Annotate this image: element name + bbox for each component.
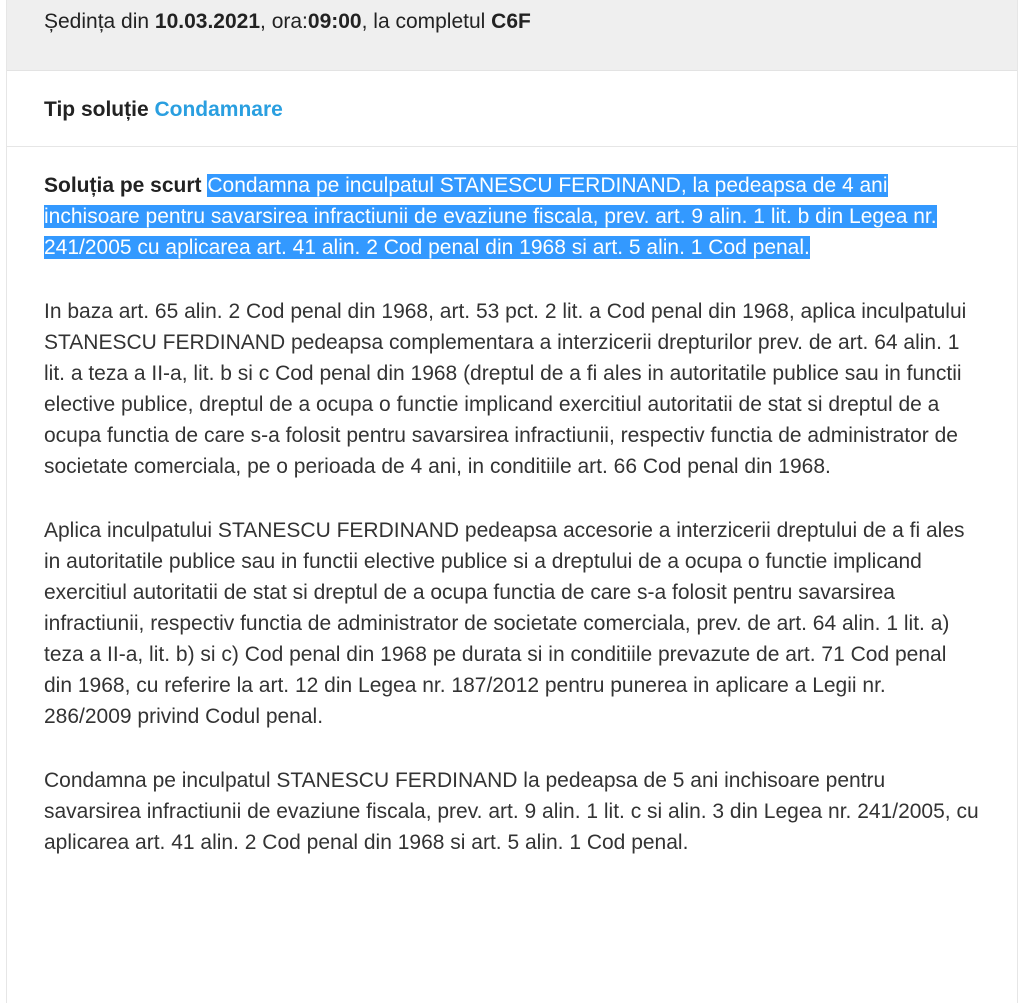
summary-selected-text[interactable]: Condamna pe inculpatul STANESCU FERDINAND, la pedeapsa de 4 ani inchisoare pentru savarsirea infractiunii de evaziune fiscala, prev. art. 9 alin. 1 lit. b din Legea nr. 241/2005 cu aplicarea art. 41 alin. 2 Cod penal din 1968 si art. 5 alin. 1 Cod penal. [44,174,937,259]
solution-paragraph: Aplica inculpatului STANESCU FERDINAND pedeapsa accesorie a interzicerii dreptului de a fi ales in autoritatile publice sau in functii elective publice si a dreptului de a ocupa o functie implicand exercitiul autoritatii de stat si dreptul de a ocupa functia de care s-a folosit pentru savarsirea infractiunii, respectiv functia de administrator de societate comerciala, prev. de art. 64 alin. 1 lit. a) teza a II-a, lit. b) si c) Cod penal din 1968 pe durata si in conditiile prevazute de art. 71 Cod penal din 1968, cu referire la art. 12 din Legea nr. 187/2012 pentru punerea in aplicare a Legii nr. 286/2009 privind Codul penal. [44,519,965,728]
solution-content [44,170,979,891]
session-header [7,0,1017,71]
session-suffix: , la completul [361,10,492,33]
session-prefix: Ședința din [44,10,155,33]
session-mid: , ora: [260,10,308,33]
session-time: 09:00 [307,10,362,33]
court-decision-panel [6,0,1018,1003]
session-panel: C6F [491,10,531,33]
solution-paragraph: Condamna pe inculpatul STANESCU FERDINAND la pedeapsa de 5 ani inchisoare pentru savarsirea infractiunii de evaziune fiscala, prev. art. 9 alin. 1 lit. c si alin. 3 din Legea nr. 241/2005, cu aplicarea art. 41 alin. 2 Cod penal din 1968 si art. 5 alin. 1 Cod penal. [44,769,979,854]
solution-type-link[interactable]: Condamnare [154,98,283,121]
solution-type-label: Tip soluție [44,98,149,121]
summary-label: Soluția pe scurt [44,174,202,197]
solution-paragraph: In baza art. 65 alin. 2 Cod penal din 1968, art. 53 pct. 2 lit. a Cod penal din 1968, aplica inculpatului STANESCU FERDINAND pedeapsa complementara a interzicerii drepturilor prev. de art. 64 alin. 1 lit. a teza a II-a, lit. b si c Cod penal din 1968 (dreptul de a fi ales in autoritatile publice sau in functii elective publice, dreptul de a ocupa o functie implicand exercitiul autoritatii de stat si dreptul de a ocupa functia de care s-a folosit pentru savarsirea infractiunii, respectiv functia de administrator de societate comerciala, pe o perioada de 4 ani, in conditiile art. 66 Cod penal din 1968. [44,300,967,478]
session-date: 10.03.2021 [154,10,261,33]
solution-type-row [7,71,1017,147]
summary-paragraph [44,170,979,263]
